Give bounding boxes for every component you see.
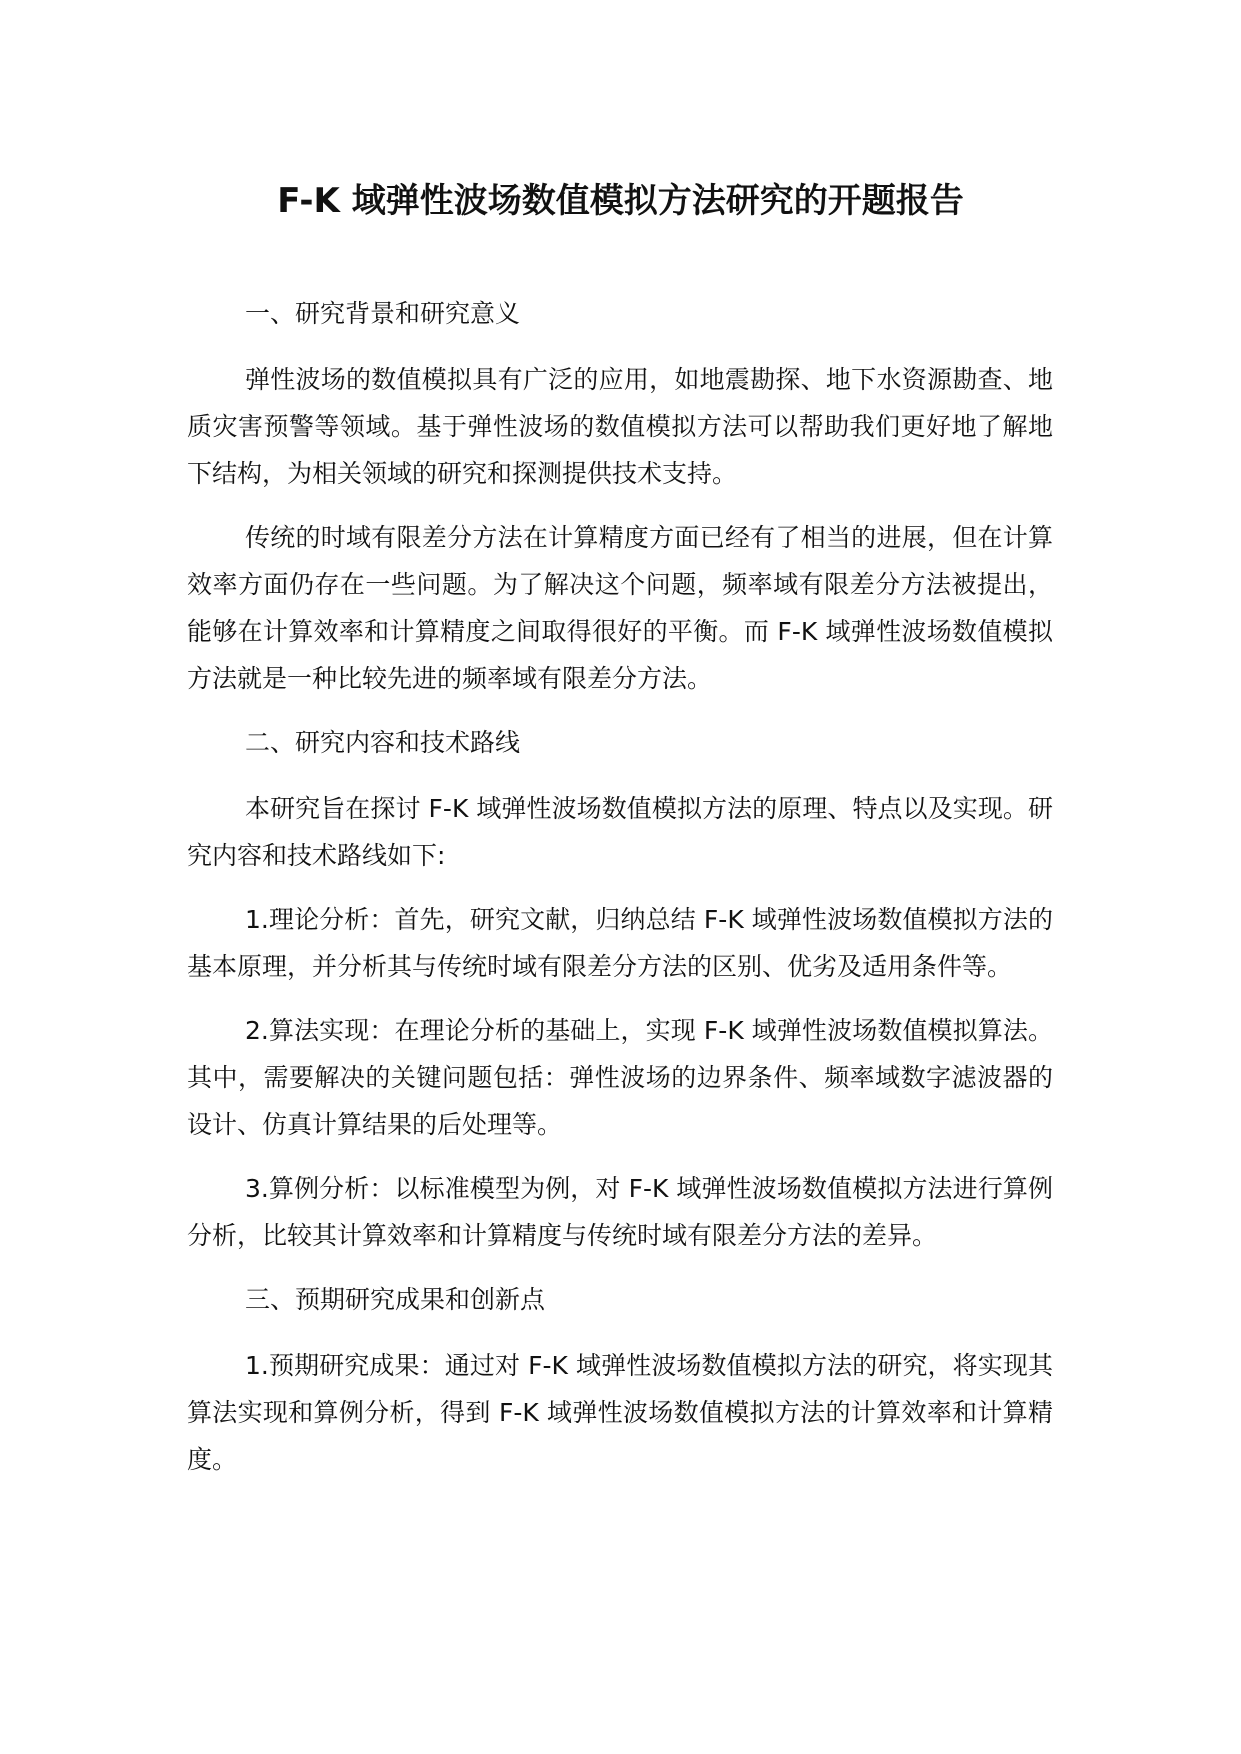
section-heading-content: 二、研究内容和技术路线 xyxy=(245,728,521,757)
paragraph-background-2: 传统的时域有限差分方法在计算精度方面已经有了相当的进展，但在计算效率方面仍存在一些问题。为了解决这个问题，频率域有限差分方法被提出，能够在计算效率和计算精度之间取得很好的平衡。而 F-K 域弹性波场数值模拟方法就是一种比较先进的频率域有限差分方法。 xyxy=(187,523,1053,693)
document-title: F-K 域弹性波场数值模拟方法研究的开题报告 xyxy=(277,181,964,221)
paragraph-background-1: 弹性波场的数值模拟具有广泛的应用，如地震勘探、地下水资源勘查、地质灾害预警等领域。基于弹性波场的数值模拟方法可以帮助我们更好地了解地下结构，为相关领域的研究和探测提供技术支持。 xyxy=(187,365,1053,488)
section-heading-outcomes: 三、预期研究成果和创新点 xyxy=(245,1285,546,1314)
paragraph-algorithm-implementation: 2.算法实现：在理论分析的基础上，实现 F-K 域弹性波场数值模拟算法。其中，需要解决的关键问题包括：弹性波场的边界条件、频率域数字滤波器的设计、仿真计算结果的后处理等。 xyxy=(187,1016,1053,1139)
paragraph-content-intro: 本研究旨在探讨 F-K 域弹性波场数值模拟方法的原理、特点以及实现。研究内容和技术路线如下: xyxy=(187,794,1053,870)
paragraph-expected-outcomes: 1.预期研究成果：通过对 F-K 域弹性波场数值模拟方法的研究，将实现其算法实现和算例分析，得到 F-K 域弹性波场数值模拟方法的计算效率和计算精度。 xyxy=(187,1351,1053,1474)
document-body xyxy=(187,290,1053,1500)
section-heading-background: 一、研究背景和研究意义 xyxy=(245,299,521,328)
paragraph-case-analysis: 3.算例分析：以标准模型为例，对 F-K 域弹性波场数值模拟方法进行算例分析，比较其计算效率和计算精度与传统时域有限差分方法的差异。 xyxy=(187,1174,1053,1250)
paragraph-theory-analysis: 1.理论分析：首先，研究文献，归纳总结 F-K 域弹性波场数值模拟方法的基本原理，并分析其与传统时域有限差分方法的区别、优劣及适用条件等。 xyxy=(187,905,1053,981)
